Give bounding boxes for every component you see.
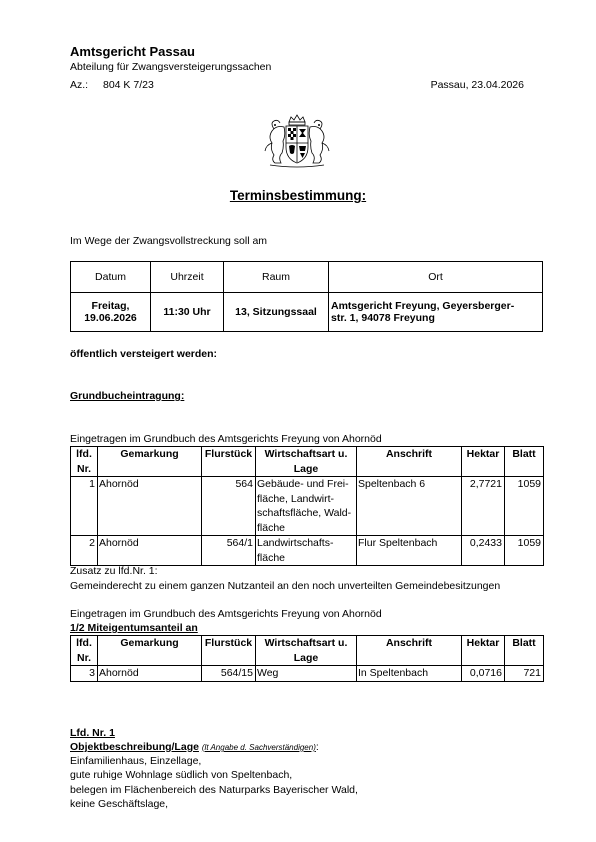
table-header-row	[71, 447, 544, 477]
row-nr: 2	[71, 536, 98, 566]
grundbuch-heading: Grundbucheintragung:	[70, 390, 185, 402]
header-anschrift: Anschrift	[357, 636, 462, 666]
wirt-line: fläche	[257, 521, 286, 534]
object-description-colon: :	[315, 741, 319, 753]
bavarian-coat-of-arms-icon	[262, 113, 332, 169]
wirt-line: Gebäude- und Frei-	[257, 478, 349, 490]
header-lfd-nr	[71, 636, 98, 666]
header-uhrzeit: Uhrzeit	[151, 262, 224, 293]
header-flurstueck: Flurstück	[202, 636, 256, 666]
header-lfd: lfd.	[76, 637, 92, 649]
row-nr: 1	[71, 477, 98, 536]
row-hektar: 0,2433	[462, 536, 505, 566]
table-header-row	[71, 262, 543, 293]
object-line: gute ruhige Wohnlage südlich von Speltenbach,	[70, 769, 293, 781]
wirt-line: fläche	[257, 551, 286, 564]
object-description-note: (lt Angabe d. Sachverständigen)	[201, 743, 316, 752]
header-gemarkung: Gemarkung	[98, 447, 202, 477]
appointment-table	[70, 261, 543, 332]
table-row	[71, 293, 543, 332]
row-wirtschaftsart	[256, 536, 357, 566]
supplement-text: Gemeinderecht zu einem ganzen Nutzanteil an den noch unverteilten Gemeindebesitzungen	[70, 580, 501, 592]
register-caption: Eingetragen im Grundbuch des Amtsgerichts Freyung von Ahornöd	[70, 433, 382, 445]
header-anschrift: Anschrift	[357, 447, 462, 477]
intro-text: Im Wege der Zwangsvollstreckung soll am	[70, 235, 268, 247]
row-gemarkung: Ahornöd	[98, 536, 202, 566]
header-blatt: Blatt	[505, 636, 544, 666]
appointment-time: 11:30 Uhr	[151, 293, 224, 332]
table-row	[71, 536, 544, 566]
department: Abteilung für Zwangsversteigerungssachen	[70, 61, 272, 73]
row-hektar: 2,7721	[462, 477, 505, 536]
table-row	[71, 477, 544, 536]
place-date: Passau, 23.04.2026	[430, 79, 524, 91]
appointment-room: 13, Sitzungssaal	[224, 293, 329, 332]
date-weekday: Freitag,	[91, 300, 130, 312]
register-caption: Eingetragen im Grundbuch des Amtsgerichts Freyung von Ahornöd	[70, 608, 382, 620]
header-wirtschaftsart	[256, 447, 357, 477]
header-blatt: Blatt	[505, 447, 544, 477]
header-lfd-nr	[71, 447, 98, 477]
object-description-heading	[70, 741, 319, 753]
row-flurstueck: 564	[202, 477, 256, 536]
row-nr: 3	[71, 666, 98, 682]
wirt-line: Landwirtschafts-	[257, 537, 334, 549]
file-number: 804 K 7/23	[103, 79, 154, 91]
file-number-label: Az.:	[70, 79, 89, 91]
header-wirtschaftsart-2: Lage	[293, 651, 319, 664]
row-wirtschaftsart	[256, 477, 357, 536]
row-anschrift: Speltenbach 6	[357, 477, 462, 536]
row-wirtschaftsart: Weg	[256, 666, 357, 682]
object-line: Einfamilienhaus, Einzellage,	[70, 755, 202, 767]
co-ownership-share: 1/2 Miteigentumsanteil an	[70, 622, 198, 634]
header-wirtschaftsart-1: Wirtschaftsart u.	[264, 637, 348, 649]
header-hektar: Hektar	[462, 447, 505, 477]
header-hektar: Hektar	[462, 636, 505, 666]
object-description-title: Objektbeschreibung/Lage	[70, 741, 199, 753]
header-flurstueck: Flurstück	[202, 447, 256, 477]
header-wirtschaftsart	[256, 636, 357, 666]
row-gemarkung: Ahornöd	[98, 666, 202, 682]
header-raum: Raum	[224, 262, 329, 293]
date-value: 19.06.2026	[84, 312, 137, 324]
wirt-line: fläche, Landwirt-	[257, 492, 335, 505]
row-hektar: 0,0716	[462, 666, 505, 682]
header-nr: Nr.	[76, 651, 91, 664]
row-gemarkung: Ahornöd	[98, 477, 202, 536]
header-wirtschaftsart-1: Wirtschaftsart u.	[264, 448, 348, 460]
header-lfd: lfd.	[76, 448, 92, 460]
header-ort: Ort	[329, 262, 543, 293]
supplement-heading: Zusatz zu lfd.Nr. 1:	[70, 565, 158, 577]
appointment-date	[71, 293, 151, 332]
header-datum: Datum	[71, 262, 151, 293]
document-title: Terminsbestimmung:	[229, 188, 367, 203]
auction-text: öffentlich versteigert werden:	[70, 348, 218, 360]
object-line: belegen im Flächenbereich des Naturparks Bayerischer Wald,	[70, 784, 358, 796]
row-flurstueck: 564/1	[202, 536, 256, 566]
appointment-place	[329, 293, 543, 332]
row-blatt: 1059	[505, 536, 544, 566]
land-register-table	[70, 446, 544, 566]
object-number-heading: Lfd. Nr. 1	[70, 727, 115, 739]
place-line-1: Amtsgericht Freyung, Geyersberger-	[331, 300, 515, 312]
header-nr: Nr.	[76, 462, 91, 475]
object-line: keine Geschäftslage,	[70, 798, 169, 810]
land-register-table	[70, 635, 544, 682]
header-wirtschaftsart-2: Lage	[293, 462, 319, 475]
row-anschrift: Flur Speltenbach	[357, 536, 462, 566]
row-blatt: 1059	[505, 477, 544, 536]
place-line-2: str. 1, 94078 Freyung	[331, 312, 435, 324]
row-flurstueck: 564/15	[202, 666, 256, 682]
row-anschrift: In Speltenbach	[357, 666, 462, 682]
court-name: Amtsgericht Passau	[70, 44, 195, 59]
row-blatt: 721	[505, 666, 544, 682]
table-header-row	[71, 636, 544, 666]
table-row	[71, 666, 544, 682]
header-gemarkung: Gemarkung	[98, 636, 202, 666]
wirt-line: schaftsfläche, Wald-	[257, 507, 352, 519]
